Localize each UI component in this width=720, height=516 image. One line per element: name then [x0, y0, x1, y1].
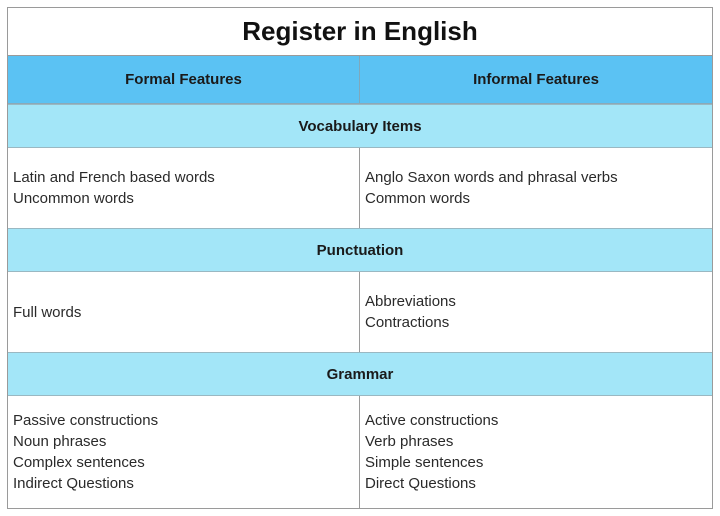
informal-item: Direct Questions — [365, 475, 476, 492]
register-table — [7, 7, 713, 509]
informal-item: Simple sentences — [365, 454, 484, 471]
informal-item: Common words — [365, 190, 471, 207]
table-title: Register in English — [8, 8, 712, 56]
informal-features-header: Informal Features — [473, 71, 599, 88]
informal-cell — [360, 272, 712, 352]
column-header-row — [8, 56, 712, 104]
formal-features-header: Formal Features — [8, 56, 360, 103]
formal-item: Noun phrases — [13, 433, 107, 450]
section-header-vocabulary: Vocabulary Items — [8, 104, 712, 148]
formal-item: Indirect Questions — [13, 475, 134, 492]
formal-item: Full words — [13, 303, 82, 321]
informal-item: Active constructions — [365, 412, 499, 429]
informal-cell — [360, 148, 712, 228]
formal-item: Complex sentences — [13, 454, 145, 471]
formal-cell — [8, 272, 360, 352]
formal-cell — [8, 148, 360, 228]
formal-item: Passive constructions — [13, 412, 159, 429]
section-header-grammar: Grammar — [8, 352, 712, 396]
section-content-punctuation — [8, 272, 712, 352]
informal-item: Anglo Saxon words and phrasal verbs — [365, 169, 618, 186]
section-content-vocabulary — [8, 148, 712, 228]
formal-cell — [8, 396, 360, 508]
informal-cell — [360, 396, 712, 508]
informal-item: Abbreviations — [365, 293, 456, 310]
formal-item: Uncommon words — [13, 190, 134, 207]
informal-item: Verb phrases — [365, 433, 454, 450]
section-content-grammar — [8, 396, 712, 508]
informal-item: Contractions — [365, 314, 450, 331]
formal-item: Latin and French based words — [13, 169, 215, 186]
section-header-punctuation: Punctuation — [8, 228, 712, 272]
